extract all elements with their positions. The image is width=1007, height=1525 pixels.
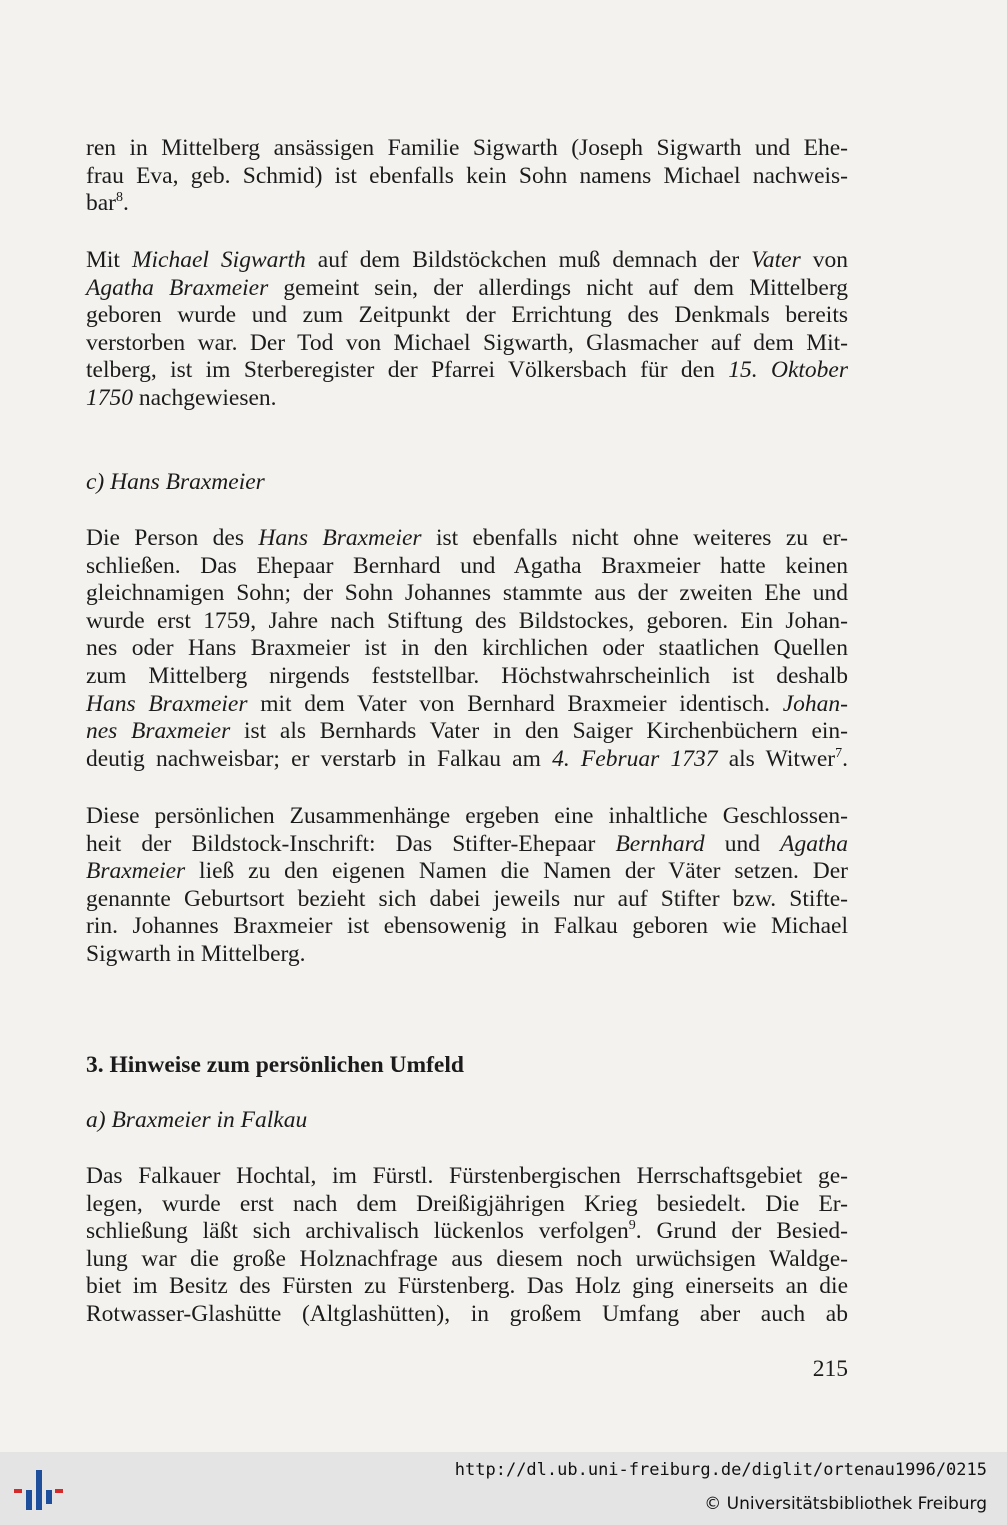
section-heading-3 xyxy=(86,1052,848,1080)
italic-text: 4. Februar 1737 xyxy=(552,745,718,772)
text-line: rin. Johannes Braxmeier ist ebensowenig in Falkau geboren wie Michael xyxy=(86,913,848,940)
text-line: wurde erst 1759, Jahre nach Stiftung des Bildstockes, geboren. Ein Johan- xyxy=(86,607,848,634)
copyright-text: © Universitätsbibliothek Freiburg xyxy=(704,1494,987,1514)
text-line: Diese persönlichen Zusammenhänge ergeben eine inhaltliche Geschlossen- xyxy=(86,803,848,829)
text-line: frau Eva, geb. Schmid) ist ebenfalls kein Sohn namens Michael nachweis- xyxy=(86,162,848,189)
italic-text: Hans Braxmeier xyxy=(86,690,248,717)
paragraph-5 xyxy=(86,1163,848,1329)
italic-text: 1750 xyxy=(86,384,133,411)
italic-text: Hans Braxmeier xyxy=(258,525,422,551)
text-line: geboren wurde und zum Zeitpunkt der Errichtung des Denkmals bereits xyxy=(86,302,848,329)
text-line: ren in Mittelberg ansässigen Familie Sigwarth (Joseph Sigwarth und Ehe- xyxy=(86,135,848,161)
text-line: und xyxy=(704,830,781,857)
subheading-a xyxy=(86,1107,848,1135)
italic-text: Vater xyxy=(751,247,801,273)
section-heading-text: 3. Hinweise zum persönlichen Umfeld xyxy=(86,1052,464,1078)
footnote-ref: 9 xyxy=(628,1218,636,1234)
subheading-text: a) Braxmeier in Falkau xyxy=(86,1107,308,1133)
subheading-c xyxy=(86,469,848,497)
text-line: nes oder Hans Braxmeier ist in den kirchlichen oder staatlichen Quellen xyxy=(86,635,848,662)
text-line: ist ebenfalls nicht ohne weiteres zu er- xyxy=(421,525,848,551)
text-line: heit der Bildstock-Inschrift: Das Stifter-Ehepaar xyxy=(86,830,616,857)
subheading-text: c) Hans Braxmeier xyxy=(86,469,265,495)
text-line: genannte Geburtsort bezieht sich dabei jeweils nur auf Stifter bzw. Stifte- xyxy=(86,885,848,912)
text-line: schließen. Das Ehepaar Bernhard und Agatha Braxmeier hatte keinen xyxy=(86,552,848,579)
text-line: Rotwasser-Glashütte (Altglashütten), in großem Umfang aber auch ab xyxy=(86,1300,848,1327)
text-line: als Witwer xyxy=(717,745,836,772)
text-line: telberg, ist im Sterberegister der Pfarrei Völkersbach für den xyxy=(86,357,729,384)
italic-text: Michael Sigwarth xyxy=(131,247,306,273)
paragraph-3 xyxy=(86,525,848,773)
text-line: . xyxy=(842,745,848,772)
text-line: deutig nachweisbar; er verstarb in Falkau am xyxy=(86,745,553,772)
text-line: ließ zu den eigenen Namen die Namen der Väter setzen. Der xyxy=(185,858,848,885)
text-line: schließung läßt sich archivalisch lückenlos verfolgen xyxy=(86,1218,629,1245)
text-line: bar xyxy=(86,190,117,217)
footnote-ref: 7 xyxy=(835,745,843,761)
text-line: verstorben war. Der Tod von Michael Sigwarth, Glasmacher auf dem Mit- xyxy=(86,329,848,356)
text-line: ist als Bernhards Vater in den Saiger Kirchenbüchern ein- xyxy=(230,718,849,745)
text-line: Das Falkauer Hochtal, im Fürstl. Fürstenbergischen Herrschaftsgebiet ge- xyxy=(86,1163,848,1189)
text-line: . xyxy=(123,190,129,217)
italic-text: Agatha Braxmeier xyxy=(86,274,269,301)
italic-text: nes Braxmeier xyxy=(86,718,231,745)
text-line: auf dem Bildstöckchen muß demnach der xyxy=(305,247,752,273)
italic-text: 15. Oktober xyxy=(728,357,848,384)
footer-bar xyxy=(0,1452,1007,1525)
text-line: Sigwarth in Mittelberg. xyxy=(86,940,306,967)
italic-text: Braxmeier xyxy=(86,858,186,885)
text-line: nachgewiesen. xyxy=(133,384,277,411)
text-line: biet im Besitz des Fürsten zu Fürstenberg. Das Holz ging einerseits an die xyxy=(86,1273,848,1300)
text-line: Mit xyxy=(86,247,132,273)
text-line: mit dem Vater von Bernhard Braxmeier identisch. xyxy=(247,690,783,717)
footnote-ref: 8 xyxy=(116,190,124,206)
italic-text: Johan- xyxy=(782,690,848,717)
text-line: gleichnamigen Sohn; der Sohn Johannes stammte aus der zweiten Ehe und xyxy=(86,580,848,607)
paragraph-4 xyxy=(86,803,848,969)
text-line: legen, wurde erst nach dem Dreißigjährigen Krieg besiedelt. Die Er- xyxy=(86,1190,848,1217)
ub-freiburg-logo-icon xyxy=(12,1464,64,1516)
document-url-link[interactable]: http://dl.ub.uni-freiburg.de/diglit/ortenau1996/0215 xyxy=(454,1460,987,1480)
paragraph-1 xyxy=(86,135,848,218)
text-line: gemeint sein, der allerdings nicht auf dem Mittelberg xyxy=(268,274,848,301)
text-line: lung war die große Holznachfrage aus diesem noch urwüchsigen Waldge- xyxy=(86,1245,848,1272)
page-number: 215 xyxy=(812,1356,848,1382)
text-line: zum Mittelberg nirgends feststellbar. Höchstwahrscheinlich ist deshalb xyxy=(86,662,848,689)
italic-text: Bernhard xyxy=(615,830,705,857)
text-line: Die Person des xyxy=(86,525,259,551)
text-line: von xyxy=(800,247,848,273)
text-line: . Grund der Besied- xyxy=(635,1218,849,1245)
italic-text: Agatha xyxy=(780,830,849,857)
paragraph-2 xyxy=(86,247,848,413)
